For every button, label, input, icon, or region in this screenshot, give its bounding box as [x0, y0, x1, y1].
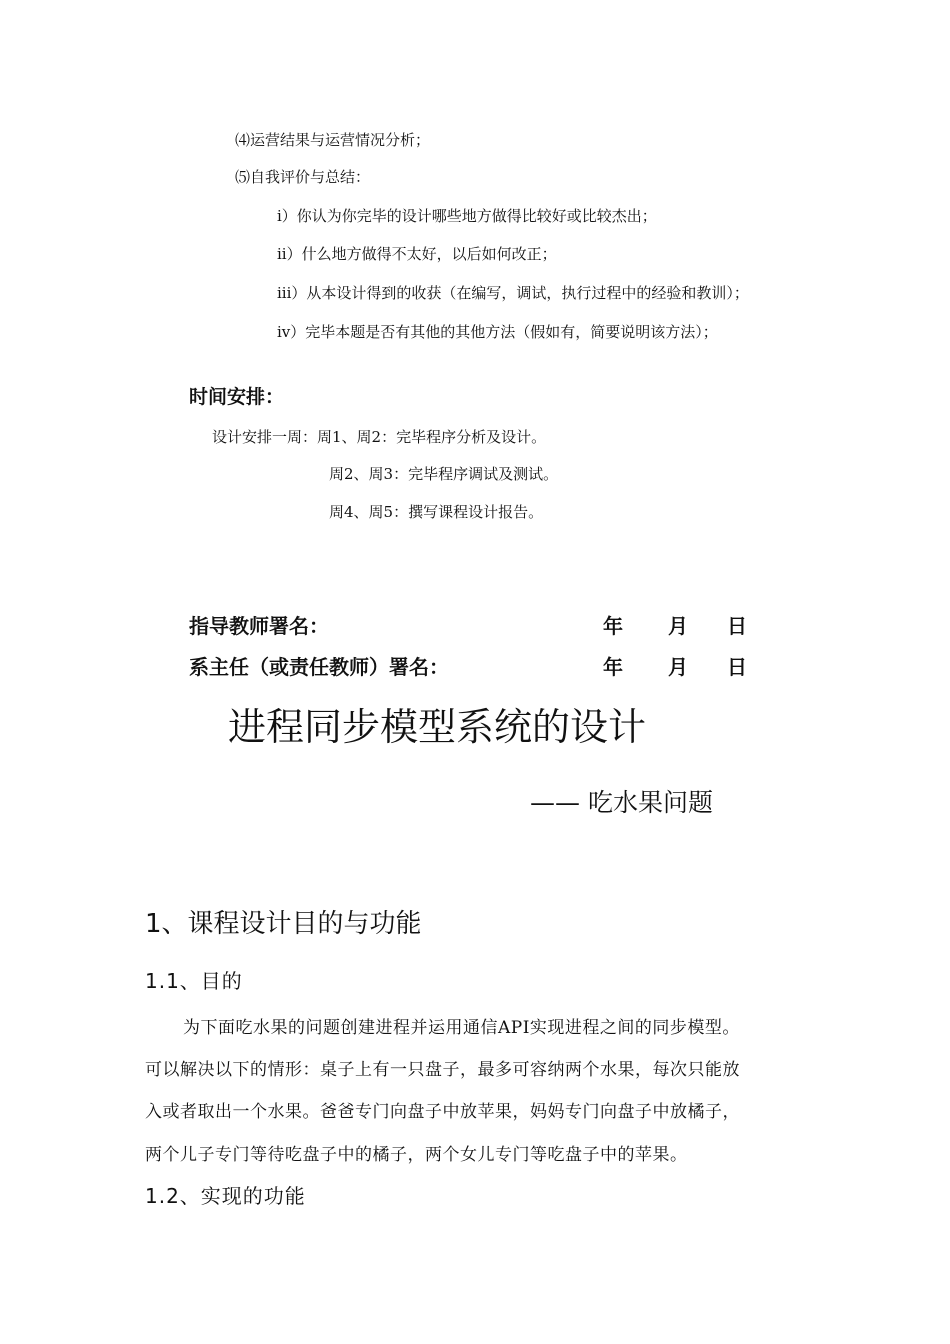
subsection-heading: 1.2、实现的功能 [145, 1184, 306, 1208]
paragraph-line: 可以解决以下的情形：桌子上有一只盘子，最多可容纳两个水果，每次只能放 [145, 1060, 740, 1080]
advisor-signature-label: 指导教师署名： [189, 614, 329, 638]
report-subtitle: —— 吃水果问题 [530, 788, 713, 817]
paragraph-line: 入或者取出一个水果。爸爸专门向盘子中放苹果，妈妈专门向盘子中放橘子， [145, 1102, 740, 1122]
paragraph-line: 为下面吃水果的问题创建进程并运用通信API实现进程之间的同步模型。 [183, 1018, 740, 1038]
eval-subitem-i: i）你认为你完毕的设计哪些地方做得比较好或比较杰出； [277, 207, 657, 225]
eval-item-4: ⑷运营结果与运营情况分析； [235, 131, 431, 149]
advisor-day: 日 [727, 614, 747, 638]
director-signature-label: 系主任（或责任教师）署名： [189, 655, 449, 679]
director-month: 月 [668, 655, 688, 679]
eval-subitem-iv: iv）完毕本题是否有其他的其他方法（假如有，简要说明该方法）； [277, 323, 718, 341]
eval-item-5: ⑸自我评价与总结： [235, 168, 371, 186]
director-year: 年 [603, 655, 623, 679]
schedule-heading: 时间安排： [189, 386, 285, 408]
schedule-line: 周4、周5：撰写课程设计报告。 [329, 503, 544, 521]
report-title: 进程同步模型系统的设计 [228, 705, 647, 749]
eval-subitem-ii: ii）什么地方做得不太好，以后如何改正； [277, 245, 557, 263]
subsection-heading: 1.1、目的 [145, 969, 243, 993]
eval-subitem-iii: iii）从本设计得到的收获（在编写，调试，执行过程中的经验和教训）； [277, 284, 749, 302]
advisor-month: 月 [668, 614, 688, 638]
director-day: 日 [727, 655, 747, 679]
schedule-line: 周2、周3：完毕程序调试及测试。 [329, 465, 559, 483]
schedule-line: 设计安排一周：周1、周2：完毕程序分析及设计。 [212, 428, 547, 446]
section-heading: 1、课程设计目的与功能 [145, 909, 422, 939]
advisor-year: 年 [603, 614, 623, 638]
paragraph-line: 两个儿子专门等待吃盘子中的橘子，两个女儿专门等吃盘子中的苹果。 [145, 1145, 688, 1165]
